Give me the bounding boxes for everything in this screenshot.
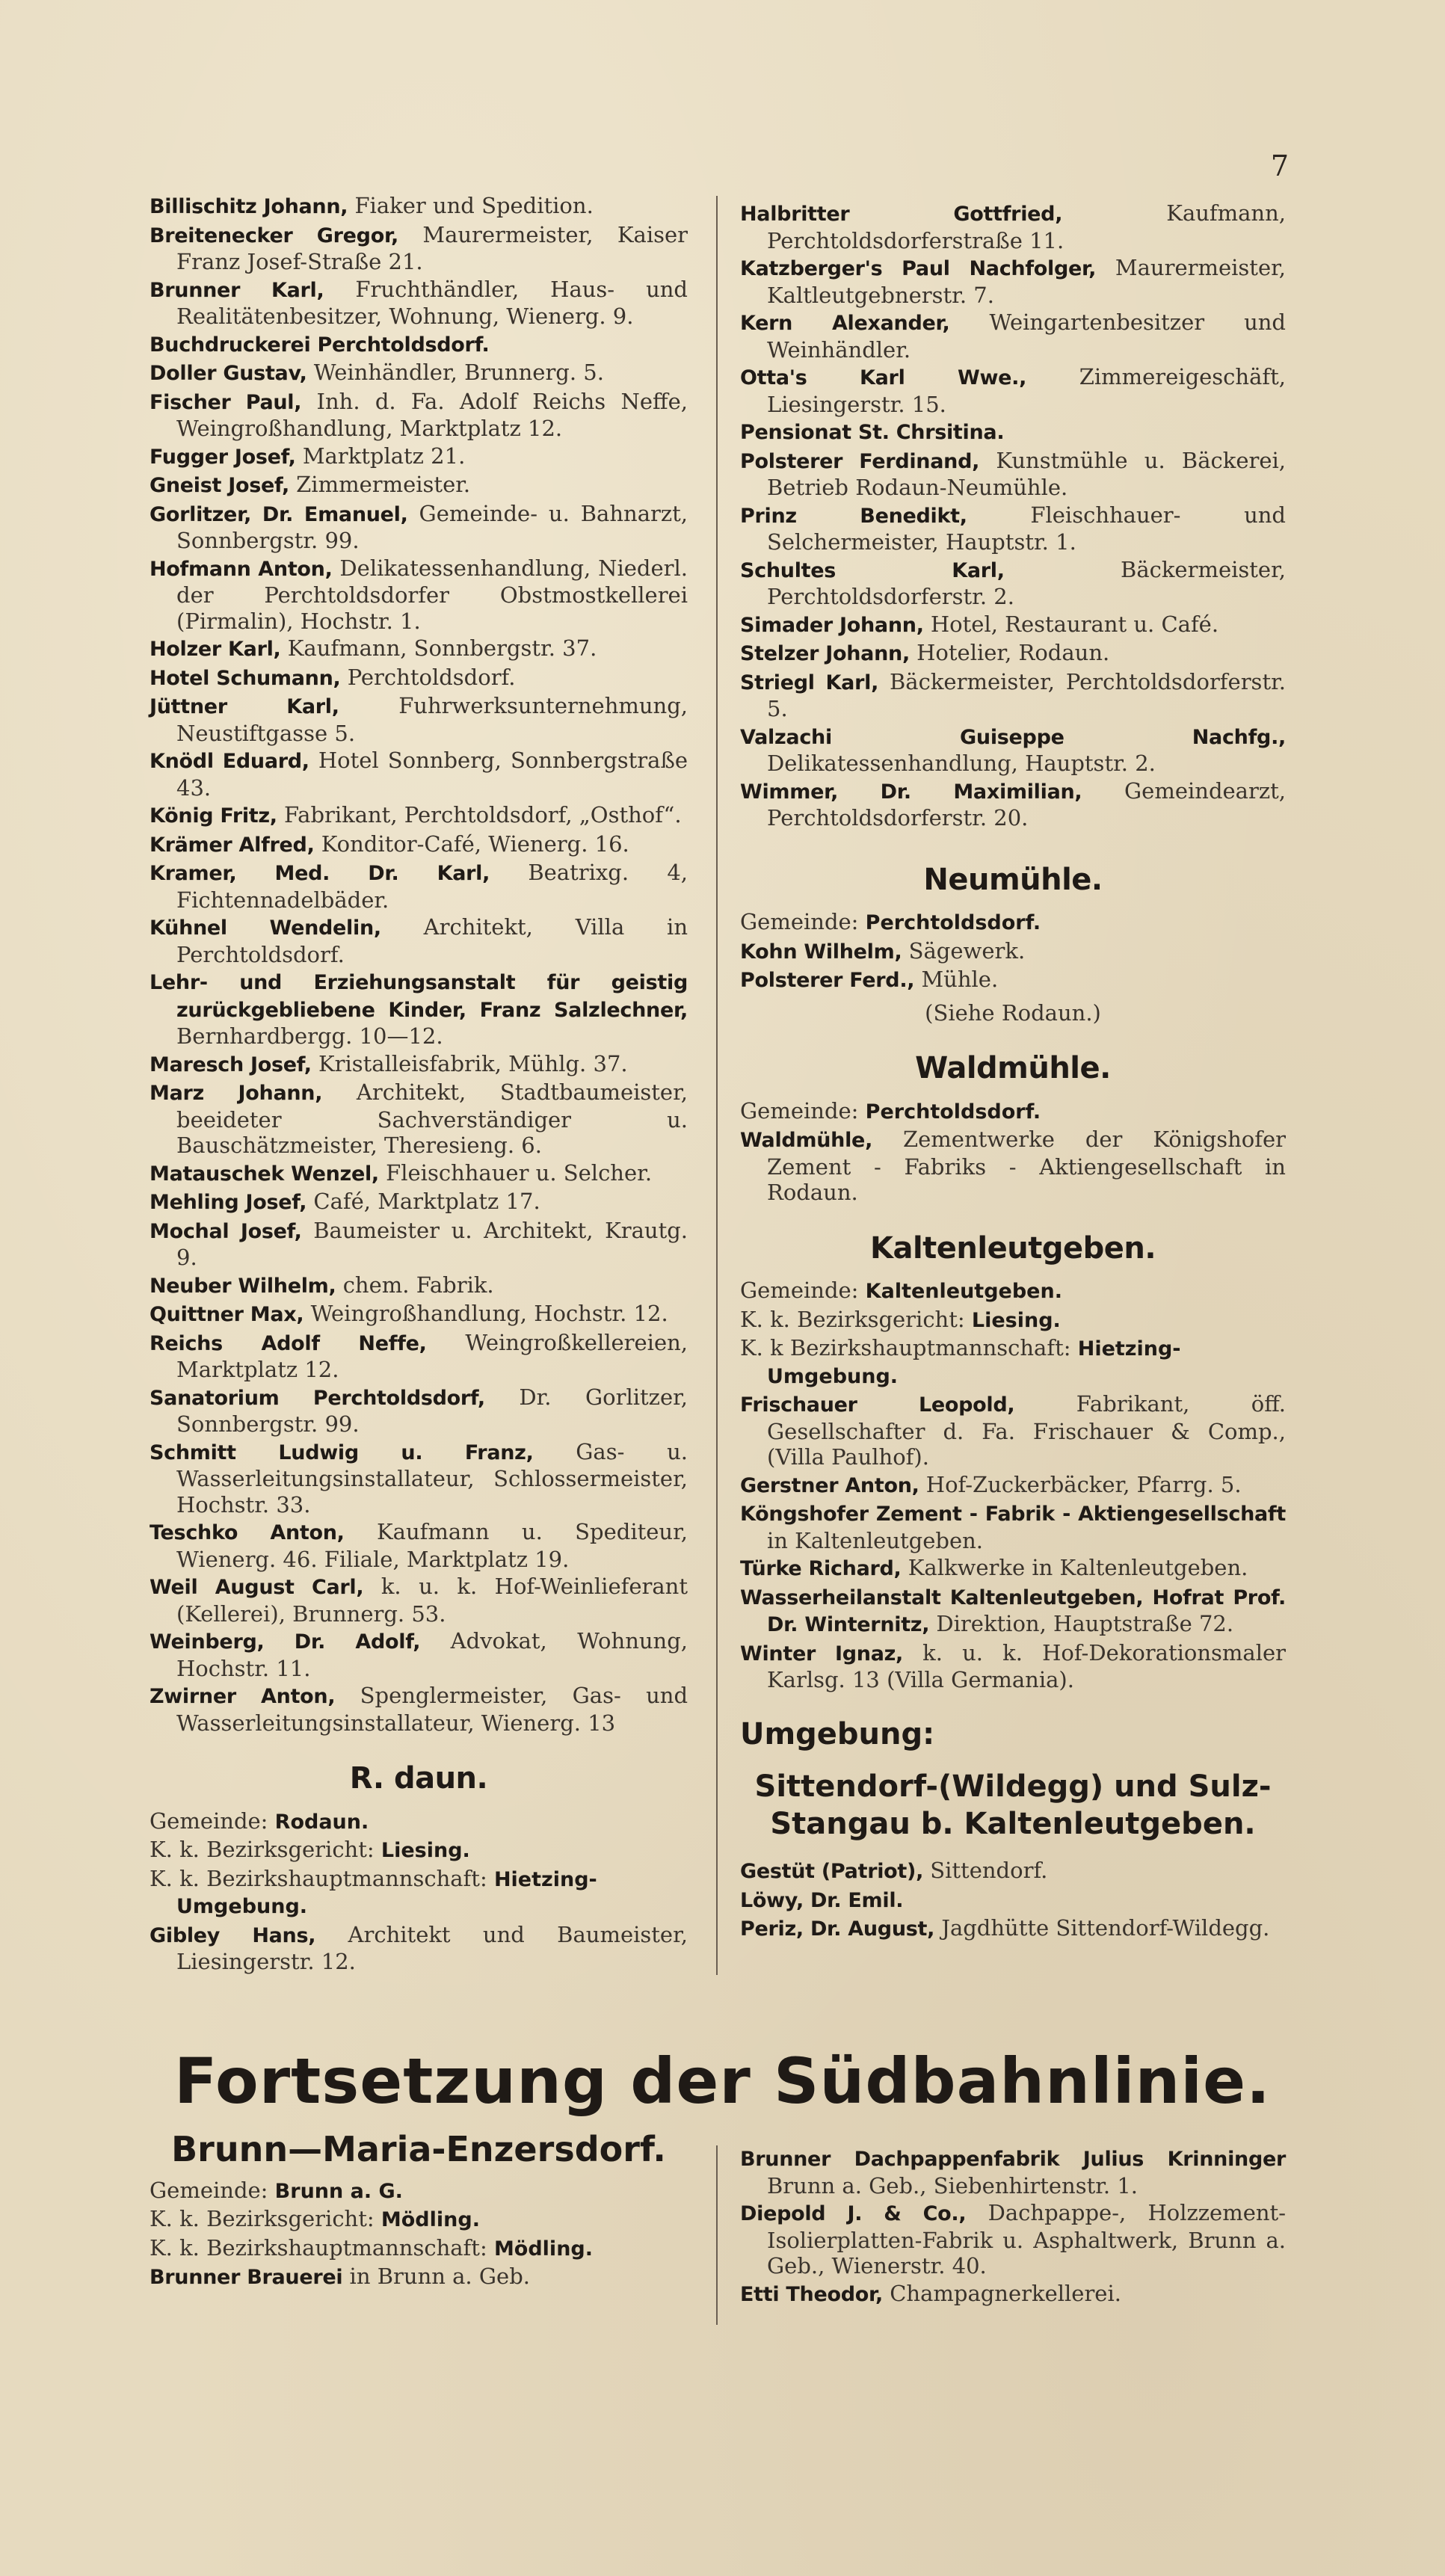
entry-name: Billischitz Johann, [150,195,348,218]
entry-description: Fuhrwerksunternehmung, Neustiftgasse 5. [176,693,688,746]
directory-entry [150,472,688,499]
entry-description: in Brunn a. Geb. [349,2264,530,2289]
entry-name: Schultes Karl, [740,558,1005,582]
directory-entry [150,1079,688,1159]
entry-name: Krämer Alfred, [150,833,315,857]
authority-label: Gemeinde: [740,909,859,934]
directory-entry [150,1051,688,1079]
authority-label: K. k. Bezirksgericht: [740,1306,965,1332]
entry-name: Gestüt (Patriot), [740,1860,924,1883]
directory-entry [150,1628,688,1681]
directory-entry [740,364,1286,417]
directory-entry [740,1472,1286,1500]
directory-entry [150,1301,688,1328]
entry-description: Sittendorf. [930,1858,1048,1883]
authority-line [150,1837,688,1864]
directory-entry [740,1640,1286,1693]
neumuehle-entries [740,938,1286,994]
entry-name: Simader Johann, [740,613,924,637]
directory-entry [740,938,1286,966]
directory-entry [740,640,1286,668]
directory-entry [740,669,1286,722]
entry-description: chem. Fabrik. [342,1272,494,1298]
entry-description: Kunstmühle u. Bäckerei, Betrieb Rodaun-Neumühle. [767,447,1286,500]
entry-name: Waldmühle, [740,1129,873,1152]
entry-name: Kern Alexander, [740,312,950,335]
entry-name: Zwirner Anton, [150,1685,336,1708]
entry-description: Champagnerkellerei. [890,2280,1121,2306]
umgebung-entries [740,1858,1286,1943]
directory-entry [740,1391,1286,1470]
right-entries-list [740,200,1286,831]
entry-description: Spenglermeister, Gas- und Wasserleitungsinstallateur, Wienerg. 13 [176,1683,688,1736]
brunn-meta [150,2178,688,2263]
entry-description: Hotel Sonnberg, Sonnbergstraße 43. [176,748,688,801]
entry-name: Weil August Carl, [150,1576,364,1599]
authority-label: K. k. Bezirksgericht: [150,2206,375,2231]
rodaun-title: R. daun. [349,1761,488,1796]
right-column [740,200,1286,1944]
entry-description: Bäckermeister, Perchtoldsdorferstr. 5. [767,668,1286,721]
directory-entry [740,557,1286,610]
directory-entry [740,1584,1286,1639]
entry-description: Weinhändler, Brunnerg. 5. [313,360,604,385]
entry-description: Konditor-Café, Wienerg. 16. [321,831,629,857]
directory-entry [150,443,688,471]
entry-name: Fugger Josef, [150,445,296,469]
entry-description: Direktion, Hauptstraße 72. [936,1611,1234,1636]
entry-name: Sanatorium Perchtoldsdorf, [150,1386,485,1410]
brunn-left-column [150,2129,688,2293]
entry-name: Katzberger's Paul Nachfolger, [740,257,1097,280]
directory-entry [740,1555,1286,1583]
neumuehle-meta [740,909,1286,937]
authority-line [150,2235,688,2263]
umgebung-heading: Umgebung: [740,1716,935,1751]
entry-description: Zimmermeister. [296,472,471,497]
directory-entry [150,331,688,359]
directory-entry [150,1922,688,1975]
authority-value: Liesing. [380,1839,470,1862]
entry-name: Gneist Josef, [150,474,289,497]
authority-value: Rodaun. [274,1810,369,1834]
entry-name: Hotel Schumann, [150,666,341,690]
directory-entry [740,448,1286,501]
entry-name: Gerstner Anton, [740,1473,919,1497]
entry-description: Kalkwerke in Kaltenleutgeben. [908,1555,1248,1580]
bottom-column-divider [716,2145,718,2325]
entry-name: Striegl Karl, [740,671,879,694]
entry-name: Hofmann Anton, [150,557,333,581]
directory-entry [150,222,688,275]
entry-name: Marz Johann, [150,1082,323,1105]
authority-label: Gemeinde: [150,2177,268,2203]
directory-entry [150,1160,688,1188]
authority-line [740,909,1286,937]
directory-entry [740,309,1286,363]
directory-entry [150,860,688,913]
brunn-left-entries [150,2264,688,2291]
entry-name: Valzachi Guiseppe Nachfg., [740,725,1286,749]
entry-description: Marktplatz 21. [302,443,466,469]
entry-description: Beatrixg. 4, Fichtennadelbäder. [176,860,688,913]
entry-description: Gas- u. Wasserleitungsinstallateur, Schlossermeister, Hochstr. 33. [176,1438,688,1517]
authority-line [740,1335,1286,1390]
entry-description: Weingroßkellereien, Marktplatz 12. [176,1329,688,1382]
entry-name: Buchdruckerei Perchtoldsdorf. [150,333,490,357]
entry-name: Polsterer Ferdinand, [740,449,980,473]
authority-label: Gemeinde: [740,1278,859,1303]
entry-description: Fabrikant, Perchtoldsdorf, „Osthof“. [284,802,682,828]
entry-name: Köngshofer Zement - Fabrik - Aktiengesellschaft [740,1503,1286,1526]
authority-line [150,1866,688,1920]
entry-name: Prinz Benedikt, [740,504,967,528]
entry-name: Holzer Karl, [150,638,281,661]
entry-name: Jüttner Karl, [150,695,339,718]
entry-description: Jagdhütte Sittendorf-Wildegg. [941,1915,1270,1941]
entry-name: Doller Gustav, [150,362,307,385]
entry-description: Architekt, Stadtbaumeister, beeideter Sachverständiger u. Bauschätzmeister, Theresieng. 6. [176,1079,688,1158]
entry-description: Zimmereigeschäft, Liesingerstr. 15. [767,364,1286,417]
authority-line [740,1098,1286,1126]
entry-description: in Kaltenleutgeben. [767,1527,984,1553]
directory-entry [150,1683,688,1736]
authority-value: Perchtoldsdorf. [865,911,1041,934]
entry-description: Gemeinde- u. Bahnarzt, Sonnbergstr. 99. [176,500,688,553]
left-entries-list [150,193,688,1736]
entry-description: Inh. d. Fa. Adolf Reichs Neffe, Weingroßhandlung, Marktplatz 12. [176,388,688,441]
directory-entry [740,2281,1286,2308]
authority-line [740,1278,1286,1305]
entry-description: k. u. k. Hof-Weinlieferant (Kellerei), Brunnerg. 53. [176,1574,688,1627]
waldmuehle-title: Waldmühle. [915,1051,1111,1085]
authority-value: Kaltenleutgeben. [865,1280,1062,1303]
authority-line [740,1307,1286,1334]
brunn-title: Brunn—Maria-Enzersdorf. [171,2129,666,2169]
directory-entry [150,748,688,801]
entry-description: Kaufmann, Sonnbergstr. 37. [287,635,597,661]
entry-description: Dachpappe-, Holzzement-Isolierplatten-Fabrik u. Asphaltwerk, Brunn a. Geb., Wienerstr. 40. [767,2200,1287,2278]
entry-name: Neuber Wilhelm, [150,1274,336,1298]
directory-entry [740,1500,1286,1553]
page-number: 7 [1270,150,1290,182]
entry-name: Lehr- und Erziehungsanstalt für geistig zurückgebliebene Kinder, Franz Salzlechner, [150,971,688,1022]
entry-name: Periz, Dr. August, [740,1917,935,1941]
entry-description: Bäckermeister, Perchtoldsdorferstr. 2. [767,556,1286,609]
neumuehle-note: (Siehe Rodaun.) [925,999,1101,1026]
rodaun-entries [150,1922,688,1975]
entry-name: Brunner Karl, [150,278,324,302]
entry-name: Kühnel Wendelin, [150,916,381,940]
entry-description: Mühle. [921,967,999,992]
authority-value: Perchtoldsdorf. [865,1100,1041,1124]
directory-entry [740,724,1286,777]
directory-entry [740,611,1286,639]
authority-value: Liesing. [971,1308,1061,1332]
authority-value: Hietzing-Umgebung. [176,1867,597,1918]
entry-name: Mehling Josef, [150,1191,307,1214]
entry-description: k. u. k. Hof-Dekorationsmaler Karlsg. 13 (Villa Germania). [767,1639,1286,1692]
umgebung-area-title: Sittendorf-(Wildegg) und Sulz-Stangau b. Kaltenleutgeben. [754,1769,1272,1841]
entry-description: Zementwerke der Königshofer Zement - Fabriks - Aktiengesellschaft in Rodaun. [767,1127,1286,1205]
authority-label: Gemeinde: [150,1808,268,1834]
entry-description: Weingartenbesitzer und Weinhändler. [767,309,1286,363]
entry-name: Türke Richard, [740,1557,902,1580]
entry-description: Fiaker und Spedition. [354,193,594,218]
directory-entry [150,277,688,330]
entry-name: Pensionat St. Chrsitina. [740,421,1005,444]
entry-description: Architekt, Villa in Perchtoldsdorf. [176,914,688,967]
directory-entry [150,389,688,442]
directory-entry [150,665,688,692]
directory-entry [740,419,1286,446]
authority-label: Gemeinde: [740,1097,859,1124]
authority-line [150,2178,688,2205]
directory-entry [740,255,1286,308]
authority-label: K. k. Bezirkshauptmannschaft: [150,2234,487,2261]
directory-entry [150,555,688,635]
entry-description: Brunn a. Geb., Siebenhirtenstr. 1. [767,2172,1139,2198]
kaltenleutgeben-entries [740,1391,1286,1693]
entry-name: Fischer Paul, [150,390,302,414]
directory-entry [150,914,688,967]
entry-name: Brunner Brauerei [150,2266,343,2289]
entry-description: Delikatessenhandlung, Hauptstr. 2. [767,751,1156,776]
waldmuehle-entries [740,1127,1286,1206]
directory-entry [150,1272,688,1300]
entry-description: Fleischhauer u. Selcher. [386,1159,653,1186]
left-column [150,193,688,1976]
authority-label: K. k Bezirkshauptmannschaft: [740,1335,1071,1361]
entry-description: Advokat, Wohnung, Hochstr. 11. [176,1628,688,1681]
directory-entry [740,2200,1286,2279]
entry-name: Brunner Dachpappenfabrik Julius Krinninger [740,2148,1286,2171]
kaltenleutgeben-meta [740,1278,1286,1390]
entry-name: Otta's Karl Wwe., [740,366,1027,389]
authority-line [150,1808,688,1836]
authority-value: Brunn a. G. [274,2179,403,2203]
entry-description: Kaufmann u. Spediteur, Wienerg. 46. Filiale, Marktplatz 19. [176,1519,688,1572]
directory-entry [150,2264,688,2291]
directory-entry [150,831,688,859]
directory-entry [150,1574,688,1627]
directory-entry [150,1384,688,1438]
directory-entry [740,502,1286,555]
entry-name: Breitenecker Gregor, [150,224,398,247]
entry-name: Halbritter Gottfried, [740,203,1063,226]
entry-name: Wimmer, Dr. Maximilian, [740,780,1082,804]
entry-name: Weinberg, Dr. Adolf, [150,1630,421,1654]
entry-description: Café, Marktplatz 17. [313,1189,540,1214]
entry-name: Maresch Josef, [150,1053,312,1076]
directory-entry [150,1519,688,1572]
directory-entry [740,1127,1286,1206]
directory-entry [740,200,1286,253]
kaltenleutgeben-title: Kaltenleutgeben. [869,1230,1156,1266]
directory-entry [150,635,688,663]
directory-entry [150,1218,688,1271]
directory-entry [740,967,1286,994]
entry-name: Mochal Josef, [150,1219,302,1243]
entry-description: Fabrikant, öff. Gesellschafter d. Fa. Frischauer & Comp., (Villa Paulhof). [767,1391,1286,1470]
entry-name: Kramer, Med. Dr. Karl, [150,862,490,885]
directory-entry [150,1439,688,1518]
directory-entry [150,501,688,554]
rodaun-meta [150,1808,688,1920]
directory-entry [740,1858,1286,1885]
continuation-heading: Fortsetzung der Südbahnlinie. [174,2045,1271,2118]
directory-entry [150,193,688,221]
entry-name: Etti Theodor, [740,2282,883,2306]
entry-description: Hof-Zuckerbäcker, Pfarrg. 5. [925,1471,1242,1497]
entry-description: Sägewerk. [908,937,1026,964]
brunn-right-entries [740,2145,1286,2308]
entry-name: Gibley Hans, [150,1923,316,1947]
entry-name: Stelzer Johann, [740,642,910,665]
directory-entry [150,693,688,746]
entry-name: Polsterer Ferd., [740,969,915,992]
entry-name: Wasserheilanstalt Kaltenleutgeben, Hofrat Prof. Dr. Winternitz, [740,1586,1286,1636]
entry-name: Schmitt Ludwig u. Franz, [150,1440,534,1464]
authority-line [150,2206,688,2234]
authority-value: Hietzing-Umgebung. [767,1337,1181,1388]
entry-description: Baumeister u. Architekt, Krautg. 9. [176,1217,688,1270]
entry-description: Perchtoldsdorf. [347,664,516,690]
entry-name: König Fritz, [150,804,277,828]
entry-description: Maurermeister, Kaltleutgebnerstr. 7. [767,255,1286,308]
authority-label: K. k. Bezirkshauptmannschaft: [150,1865,487,1891]
entry-name: Gorlitzer, Dr. Emanuel, [150,502,408,526]
directory-entry [740,1887,1286,1914]
entry-description: Hotelier, Rodaun. [916,640,1110,665]
authority-label: K. k. Bezirksgericht: [150,1837,375,1862]
entry-name: Teschko Anton, [150,1521,345,1544]
entry-name: Kohn Wilhelm, [740,940,902,964]
entry-description: Maurermeister, Kaiser Franz Josef-Straße 21. [176,221,688,274]
directory-entry [150,969,688,1050]
directory-entry [740,778,1286,831]
entry-description: Gemeindearzt, Perchtoldsdorferstr. 20. [767,777,1286,831]
entry-description: Hotel, Restaurant u. Café. [930,611,1219,637]
directory-entry [150,1189,688,1216]
entry-description: Delikatessenhandlung, Niederl. der Perchtoldsdorfer Obstmostkellerei (Pirmalin), Hochstr. 1. [176,555,688,634]
entry-name: Quittner Max, [150,1303,304,1326]
entry-description: Bernhardbergg. 10—12. [176,1023,443,1049]
directory-entry [150,360,688,387]
directory-entry [740,1915,1286,1943]
entry-name: Frischauer Leopold, [740,1393,1015,1417]
entry-name: Winter Ignaz, [740,1642,904,1666]
entry-name: Löwy, Dr. Emil. [740,1888,904,1912]
directory-entry [150,802,688,830]
directory-entry [740,2145,1286,2198]
entry-name: Knödl Eduard, [150,750,309,773]
entry-name: Matauschek Wenzel, [150,1162,379,1186]
neumuehle-title: Neumühle. [923,862,1103,897]
brunn-right-column [740,2145,1286,2309]
entry-name: Diepold J. & Co., [740,2202,967,2225]
entry-description: Architekt und Baumeister, Liesingerstr. 12. [176,1921,688,1974]
entry-name: Reichs Adolf Neffe, [150,1331,427,1355]
column-divider [716,196,718,1975]
entry-description: Fleischhauer- und Selchermeister, Hauptstr. 1. [767,502,1286,555]
waldmuehle-meta [740,1098,1286,1126]
authority-value: Mödling. [380,2208,480,2231]
entry-description: Weingroßhandlung, Hochstr. 12. [310,1301,668,1326]
entry-description: Fruchthändler, Haus- und Realitätenbesitzer, Wohnung, Wienerg. 9. [176,276,688,329]
entry-description: Dr. Gorlitzer, Sonnbergstr. 99. [176,1384,688,1437]
authority-value: Mödling. [493,2237,593,2261]
directory-entry [150,1330,688,1383]
entry-description: Kristalleisfabrik, Mühlg. 37. [318,1050,628,1076]
entry-description: Kaufmann, Perchtoldsdorferstraße 11. [767,200,1287,253]
